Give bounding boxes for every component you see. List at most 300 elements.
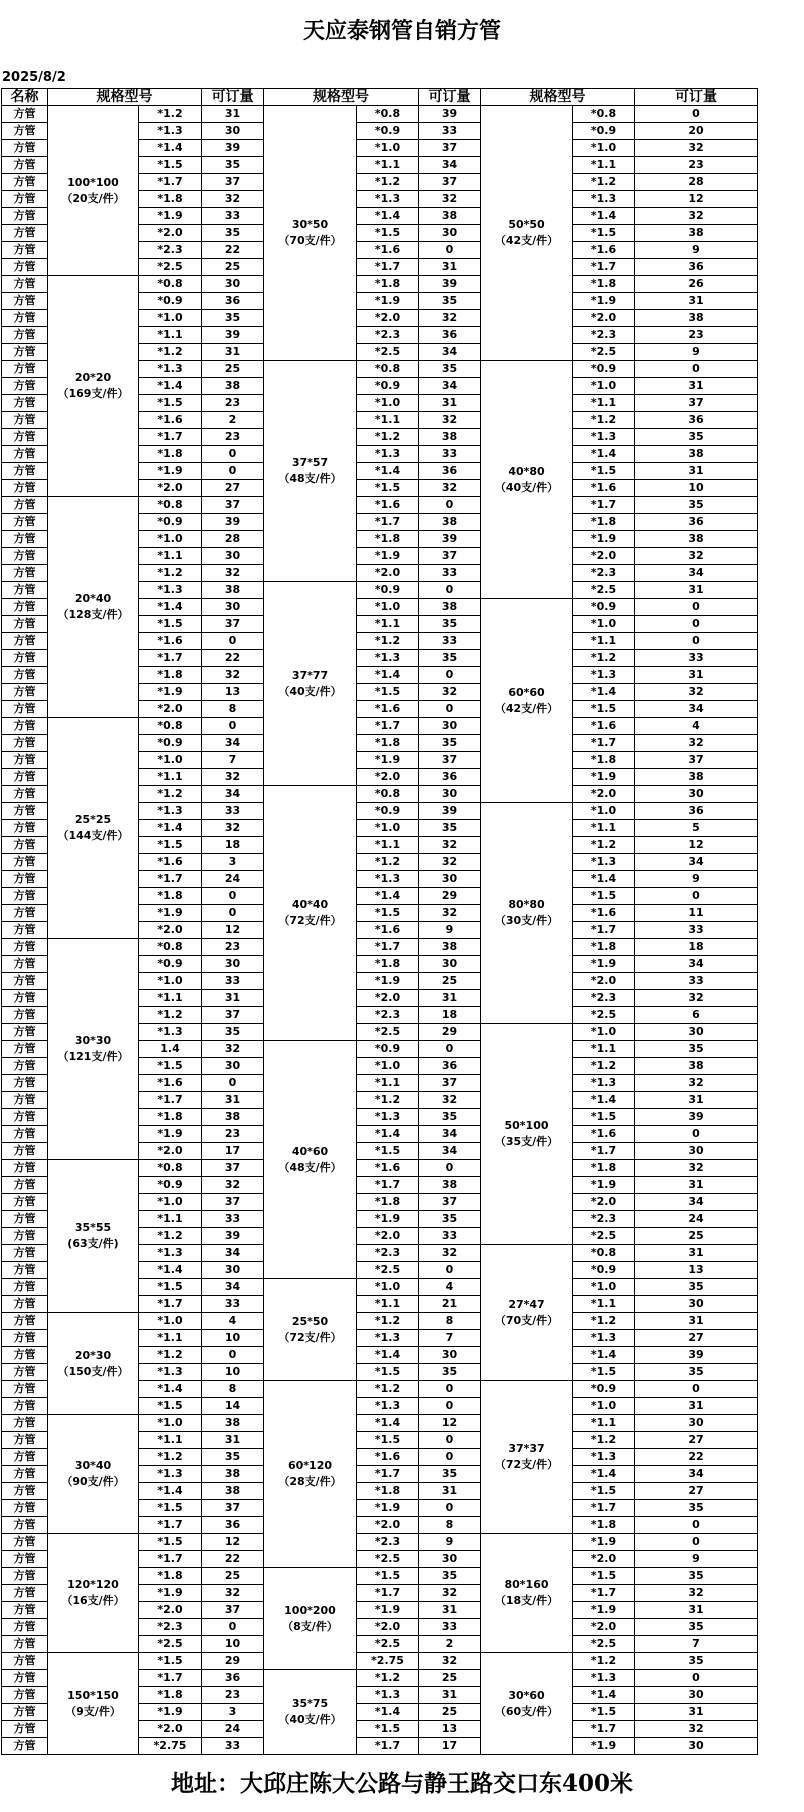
thickness-cell: *2.5 [573, 582, 635, 599]
spec-group-cell [481, 361, 573, 599]
product-name-cell: 方管 [2, 378, 48, 395]
quantity-cell: 33 [635, 650, 758, 667]
quantity-cell: 30 [635, 786, 758, 803]
spec-group-cell [48, 1534, 139, 1653]
thickness-cell: *1.0 [139, 752, 202, 769]
quantity-cell: 34 [635, 1466, 758, 1483]
quantity-cell: 36 [635, 412, 758, 429]
spec-group-size: 25*25 [74, 813, 112, 826]
product-name-cell: 方管 [2, 1415, 48, 1432]
product-name-cell: 方管 [2, 1602, 48, 1619]
quantity-cell: 35 [635, 1364, 758, 1381]
product-name-cell: 方管 [2, 1466, 48, 1483]
quantity-cell: 38 [635, 1058, 758, 1075]
thickness-cell: *2.5 [357, 1636, 419, 1653]
quantity-cell: 32 [635, 140, 758, 157]
spec-group-cell [264, 106, 357, 361]
quantity-cell: 32 [419, 1585, 481, 1602]
thickness-cell: *1.7 [139, 1551, 202, 1568]
quantity-cell: 37 [202, 1007, 264, 1024]
quantity-cell: 33 [419, 1619, 481, 1636]
quantity-cell: 0 [202, 888, 264, 905]
thickness-cell: *1.8 [357, 531, 419, 548]
product-name-cell: 方管 [2, 1194, 48, 1211]
thickness-cell: *1.5 [139, 837, 202, 854]
thickness-cell: *1.6 [357, 922, 419, 939]
thickness-cell: *1.7 [357, 1177, 419, 1194]
thickness-cell: *1.2 [357, 1313, 419, 1330]
quantity-cell: 6 [635, 1007, 758, 1024]
thickness-cell: *1.9 [573, 1534, 635, 1551]
thickness-cell: *2.0 [139, 922, 202, 939]
quantity-cell: 36 [419, 1058, 481, 1075]
spec-group-cell [264, 361, 357, 582]
product-name-cell: 方管 [2, 327, 48, 344]
quantity-cell: 0 [635, 1126, 758, 1143]
header-name: 名称 [2, 89, 48, 106]
quantity-cell: 22 [635, 1449, 758, 1466]
thickness-cell: *1.9 [573, 1602, 635, 1619]
spec-group-size: 27*47 [508, 1297, 545, 1311]
quantity-cell: 29 [202, 1653, 264, 1670]
thickness-cell: *1.6 [139, 1075, 202, 1092]
product-name-cell: 方管 [2, 293, 48, 310]
thickness-cell: *0.9 [139, 1177, 202, 1194]
quantity-cell: 9 [635, 242, 758, 259]
quantity-cell: 30 [419, 871, 481, 888]
thickness-cell: *1.7 [357, 939, 419, 956]
thickness-cell: *0.9 [139, 514, 202, 531]
quantity-cell: 36 [202, 1517, 264, 1534]
quantity-cell: 38 [419, 599, 481, 616]
thickness-cell: *1.4 [573, 1466, 635, 1483]
product-name-cell: 方管 [2, 395, 48, 412]
quantity-cell: 35 [202, 1449, 264, 1466]
quantity-cell: 23 [202, 1126, 264, 1143]
thickness-cell: *1.3 [357, 1109, 419, 1126]
header-spec-3: 规格型号 [481, 89, 635, 106]
quantity-cell: 0 [419, 497, 481, 514]
address-footer: 地址：大邱庄陈大公路与静王路交口东400米 [170, 1770, 633, 1797]
quantity-cell: 38 [419, 514, 481, 531]
spec-group-pack: （16支/件） [61, 1594, 125, 1607]
quantity-cell: 26 [635, 276, 758, 293]
thickness-cell: *1.4 [139, 378, 202, 395]
spec-group-size: 80*80 [508, 898, 545, 911]
spec-group-pack: (63支/件) [67, 1237, 119, 1250]
quantity-cell: 39 [419, 803, 481, 820]
thickness-cell: *1.0 [573, 1279, 635, 1296]
spec-group-pack: （20支/件） [61, 191, 125, 205]
thickness-cell: *1.3 [139, 1024, 202, 1041]
quantity-cell: 0 [419, 1160, 481, 1177]
thickness-cell: *1.4 [357, 1347, 419, 1364]
quantity-cell: 32 [202, 1177, 264, 1194]
thickness-cell: *2.3 [357, 1534, 419, 1551]
quantity-cell: 31 [202, 344, 264, 361]
thickness-cell: *1.8 [573, 752, 635, 769]
thickness-cell: *1.1 [573, 157, 635, 174]
thickness-cell: *0.8 [357, 106, 419, 123]
thickness-cell: *1.3 [573, 854, 635, 871]
quantity-cell: 36 [419, 463, 481, 480]
quantity-cell: 30 [419, 786, 481, 803]
thickness-cell: *1.0 [573, 140, 635, 157]
thickness-cell: *2.5 [573, 1636, 635, 1653]
thickness-cell: *1.3 [357, 1398, 419, 1415]
thickness-cell: *2.0 [139, 701, 202, 718]
quantity-cell: 9 [635, 1551, 758, 1568]
thickness-cell: *1.5 [573, 701, 635, 718]
quantity-cell: 30 [419, 1551, 481, 1568]
thickness-cell: *1.7 [357, 1466, 419, 1483]
thickness-cell: *1.3 [573, 1449, 635, 1466]
quantity-cell: 0 [202, 718, 264, 735]
quantity-cell: 31 [635, 667, 758, 684]
quantity-cell: 0 [635, 361, 758, 378]
thickness-cell: *1.4 [573, 1687, 635, 1704]
thickness-cell: *1.1 [573, 1296, 635, 1313]
thickness-cell: *1.1 [573, 820, 635, 837]
thickness-cell: *1.5 [357, 1721, 419, 1738]
product-name-cell: 方管 [2, 769, 48, 786]
thickness-cell: *1.7 [357, 1738, 419, 1755]
quantity-cell: 25 [419, 1704, 481, 1721]
thickness-cell: *1.0 [139, 310, 202, 327]
thickness-cell: *1.7 [139, 650, 202, 667]
spec-group-cell [264, 1381, 357, 1568]
spec-group-pack: （70支/件） [494, 1313, 559, 1327]
thickness-cell: *1.5 [357, 480, 419, 497]
quantity-cell: 9 [419, 1534, 481, 1551]
spec-group-pack: （28支/件） [278, 1475, 342, 1488]
inventory-table [1, 88, 758, 1755]
thickness-cell: *1.2 [139, 1347, 202, 1364]
quantity-cell: 7 [419, 1330, 481, 1347]
quantity-cell: 31 [635, 582, 758, 599]
thickness-cell: *1.1 [357, 1075, 419, 1092]
product-name-cell: 方管 [2, 1092, 48, 1109]
product-name-cell: 方管 [2, 1024, 48, 1041]
thickness-cell: *1.7 [573, 735, 635, 752]
thickness-cell: *1.7 [357, 718, 419, 735]
thickness-cell: *1.5 [357, 684, 419, 701]
thickness-cell: *1.4 [357, 1704, 419, 1721]
quantity-cell: 20 [635, 123, 758, 140]
quantity-cell: 32 [419, 1653, 481, 1670]
thickness-cell: *1.5 [573, 463, 635, 480]
thickness-cell: *1.2 [357, 174, 419, 191]
quantity-cell: 31 [635, 1245, 758, 1262]
quantity-cell: 30 [202, 548, 264, 565]
thickness-cell: *1.5 [357, 1432, 419, 1449]
product-name-cell: 方管 [2, 1296, 48, 1313]
thickness-cell: *1.7 [139, 871, 202, 888]
quantity-cell: 36 [635, 803, 758, 820]
product-name-cell: 方管 [2, 667, 48, 684]
thickness-cell: *1.8 [139, 888, 202, 905]
thickness-cell: *1.9 [573, 1738, 635, 1755]
quantity-cell: 38 [635, 225, 758, 242]
thickness-cell: *1.0 [139, 531, 202, 548]
header-spec-2: 规格型号 [264, 89, 419, 106]
spec-group-pack: （42支/件） [494, 234, 559, 247]
product-name-cell: 方管 [2, 1041, 48, 1058]
quantity-cell: 31 [635, 1704, 758, 1721]
thickness-cell: *2.0 [357, 565, 419, 582]
product-name-cell: 方管 [2, 1381, 48, 1398]
thickness-cell: *1.9 [357, 1602, 419, 1619]
quantity-cell: 34 [419, 378, 481, 395]
thickness-cell: *1.7 [573, 1500, 635, 1517]
quantity-cell: 18 [202, 837, 264, 854]
thickness-cell: *1.1 [357, 1296, 419, 1313]
spec-group-cell [264, 1568, 357, 1670]
product-name-cell: 方管 [2, 854, 48, 871]
quantity-cell: 32 [202, 1585, 264, 1602]
product-name-cell: 方管 [2, 225, 48, 242]
quantity-cell: 32 [635, 1075, 758, 1092]
quantity-cell: 0 [419, 1381, 481, 1398]
thickness-cell: *1.1 [139, 548, 202, 565]
quantity-cell: 22 [202, 242, 264, 259]
thickness-cell: *1.4 [139, 820, 202, 837]
quantity-cell: 37 [635, 395, 758, 412]
thickness-cell: *1.7 [573, 1721, 635, 1738]
quantity-cell: 32 [635, 208, 758, 225]
product-name-cell: 方管 [2, 990, 48, 1007]
thickness-cell: *0.9 [573, 1381, 635, 1398]
thickness-cell: *1.3 [573, 1330, 635, 1347]
quantity-cell: 33 [419, 1228, 481, 1245]
quantity-cell: 32 [635, 1585, 758, 1602]
thickness-cell: *1.8 [573, 939, 635, 956]
spec-group-cell [481, 1381, 573, 1534]
thickness-cell: *1.9 [357, 548, 419, 565]
spec-group-size: 150*150 [67, 1688, 119, 1702]
product-name-cell: 方管 [2, 650, 48, 667]
quantity-cell: 31 [635, 378, 758, 395]
product-name-cell: 方管 [2, 786, 48, 803]
table-row [2, 1534, 758, 1551]
quantity-cell: 13 [202, 684, 264, 701]
thickness-cell: *0.9 [357, 378, 419, 395]
thickness-cell: *0.8 [357, 786, 419, 803]
quantity-cell: 34 [635, 1194, 758, 1211]
quantity-cell: 23 [202, 429, 264, 446]
thickness-cell: *1.7 [139, 1296, 202, 1313]
thickness-cell: *1.8 [357, 1483, 419, 1500]
thickness-cell: *1.6 [573, 480, 635, 497]
thickness-cell: *2.3 [357, 1245, 419, 1262]
thickness-cell: *1.3 [139, 123, 202, 140]
thickness-cell: *1.3 [139, 361, 202, 378]
thickness-cell: *2.0 [573, 1194, 635, 1211]
spec-group-pack: （42支/件） [494, 701, 559, 715]
quantity-cell: 33 [419, 446, 481, 463]
thickness-cell: *1.5 [357, 1364, 419, 1381]
product-name-cell: 方管 [2, 463, 48, 480]
quantity-cell: 25 [419, 1670, 481, 1687]
spec-group-pack: （9支/件） [65, 1704, 121, 1718]
thickness-cell: *2.3 [357, 327, 419, 344]
thickness-cell: *1.9 [573, 531, 635, 548]
thickness-cell: *2.0 [139, 480, 202, 497]
product-name-cell: 方管 [2, 922, 48, 939]
spec-group-size: 20*30 [74, 1348, 112, 1362]
spec-group-pack: （121支/件） [57, 1050, 129, 1063]
spec-group-size: 30*50 [291, 218, 329, 231]
quantity-cell: 30 [635, 1738, 758, 1755]
quantity-cell: 23 [635, 157, 758, 174]
thickness-cell: *1.2 [139, 1007, 202, 1024]
thickness-cell: *0.8 [139, 1160, 202, 1177]
thickness-cell: *1.9 [139, 905, 202, 922]
quantity-cell: 33 [202, 973, 264, 990]
quantity-cell: 32 [419, 837, 481, 854]
thickness-cell: *2.0 [139, 1143, 202, 1160]
thickness-cell: *1.6 [573, 718, 635, 735]
table-header-row [2, 89, 758, 106]
product-name-cell: 方管 [2, 565, 48, 582]
quantity-cell: 33 [419, 123, 481, 140]
quantity-cell: 37 [202, 1160, 264, 1177]
thickness-cell: *1.9 [139, 1585, 202, 1602]
spec-group-size: 35*55 [74, 1221, 112, 1234]
quantity-cell: 30 [419, 956, 481, 973]
product-name-cell: 方管 [2, 344, 48, 361]
thickness-cell: *2.5 [357, 344, 419, 361]
spec-group-pack: （72支/件） [494, 1458, 559, 1471]
thickness-cell: *1.2 [573, 1653, 635, 1670]
thickness-cell: *1.3 [357, 650, 419, 667]
thickness-cell: *1.9 [139, 684, 202, 701]
quantity-cell: 30 [202, 599, 264, 616]
thickness-cell: *1.9 [357, 752, 419, 769]
thickness-cell: *1.4 [573, 1347, 635, 1364]
product-name-cell: 方管 [2, 1704, 48, 1721]
quantity-cell: 27 [635, 1330, 758, 1347]
thickness-cell: *1.5 [357, 1568, 419, 1585]
product-name-cell: 方管 [2, 1126, 48, 1143]
product-name-cell: 方管 [2, 1483, 48, 1500]
quantity-cell: 35 [202, 157, 264, 174]
spec-group-size: 37*37 [508, 1442, 545, 1455]
product-name-cell: 方管 [2, 1585, 48, 1602]
quantity-cell: 0 [419, 1041, 481, 1058]
quantity-cell: 31 [202, 106, 264, 123]
quantity-cell: 37 [419, 548, 481, 565]
thickness-cell: *2.5 [357, 1262, 419, 1279]
product-name-cell: 方管 [2, 820, 48, 837]
thickness-cell: *2.0 [573, 1619, 635, 1636]
quantity-cell: 0 [635, 1517, 758, 1534]
spec-group-pack: （48支/件） [278, 1160, 342, 1174]
product-name-cell: 方管 [2, 497, 48, 514]
quantity-cell: 27 [635, 1432, 758, 1449]
quantity-cell: 37 [202, 1500, 264, 1517]
quantity-cell: 0 [419, 1262, 481, 1279]
product-name-cell: 方管 [2, 259, 48, 276]
spec-group-cell [48, 497, 139, 718]
quantity-cell: 0 [202, 463, 264, 480]
thickness-cell: *1.1 [139, 327, 202, 344]
quantity-cell: 23 [202, 939, 264, 956]
thickness-cell: *1.5 [139, 1653, 202, 1670]
thickness-cell: *1.8 [357, 1194, 419, 1211]
thickness-cell: *1.2 [139, 565, 202, 582]
spec-group-cell [48, 276, 139, 497]
thickness-cell: *1.1 [139, 769, 202, 786]
quantity-cell: 0 [419, 667, 481, 684]
quantity-cell: 2 [202, 412, 264, 429]
spec-group-cell [481, 803, 573, 1024]
product-name-cell: 方管 [2, 1058, 48, 1075]
inventory-table-container [1, 88, 758, 1755]
quantity-cell: 35 [635, 1619, 758, 1636]
product-name-cell: 方管 [2, 905, 48, 922]
thickness-cell: *1.3 [357, 446, 419, 463]
quantity-cell: 39 [635, 1109, 758, 1126]
thickness-cell: *1.7 [573, 259, 635, 276]
thickness-cell: *1.9 [139, 208, 202, 225]
quantity-cell: 37 [419, 752, 481, 769]
quantity-cell: 36 [419, 769, 481, 786]
thickness-cell: *2.5 [139, 259, 202, 276]
quantity-cell: 32 [419, 684, 481, 701]
thickness-cell: *1.1 [357, 616, 419, 633]
thickness-cell: *1.0 [139, 1194, 202, 1211]
thickness-cell: *2.0 [573, 1551, 635, 1568]
spec-group-pack: （8支/件） [282, 1619, 338, 1633]
quantity-cell: 3 [202, 1704, 264, 1721]
quantity-cell: 30 [202, 1058, 264, 1075]
quantity-cell: 13 [419, 1721, 481, 1738]
quantity-cell: 38 [419, 1177, 481, 1194]
thickness-cell: *1.8 [139, 1568, 202, 1585]
quantity-cell: 34 [635, 956, 758, 973]
quantity-cell: 31 [202, 1092, 264, 1109]
quantity-cell: 8 [202, 701, 264, 718]
thickness-cell: *1.4 [357, 208, 419, 225]
thickness-cell: *1.0 [573, 1024, 635, 1041]
thickness-cell: *1.1 [573, 395, 635, 412]
thickness-cell: *1.2 [357, 1381, 419, 1398]
spec-group-cell [48, 106, 139, 276]
thickness-cell: *1.5 [139, 1279, 202, 1296]
quantity-cell: 33 [419, 565, 481, 582]
quantity-cell: 29 [419, 888, 481, 905]
thickness-cell: *1.6 [357, 1160, 419, 1177]
quantity-cell: 30 [635, 1024, 758, 1041]
thickness-cell: *1.7 [573, 922, 635, 939]
quantity-cell: 31 [635, 1602, 758, 1619]
product-name-cell: 方管 [2, 582, 48, 599]
table-row [2, 276, 758, 293]
thickness-cell: *2.5 [357, 1024, 419, 1041]
quantity-cell: 36 [202, 1670, 264, 1687]
thickness-cell: *1.2 [139, 1228, 202, 1245]
quantity-cell: 32 [202, 667, 264, 684]
thickness-cell: *1.0 [573, 616, 635, 633]
quantity-cell: 10 [635, 480, 758, 497]
thickness-cell: *1.0 [357, 820, 419, 837]
inventory-table-body [2, 89, 758, 1755]
quantity-cell: 31 [202, 1432, 264, 1449]
thickness-cell: *1.2 [573, 1058, 635, 1075]
thickness-cell: *2.5 [139, 1636, 202, 1653]
thickness-cell: *1.6 [139, 412, 202, 429]
